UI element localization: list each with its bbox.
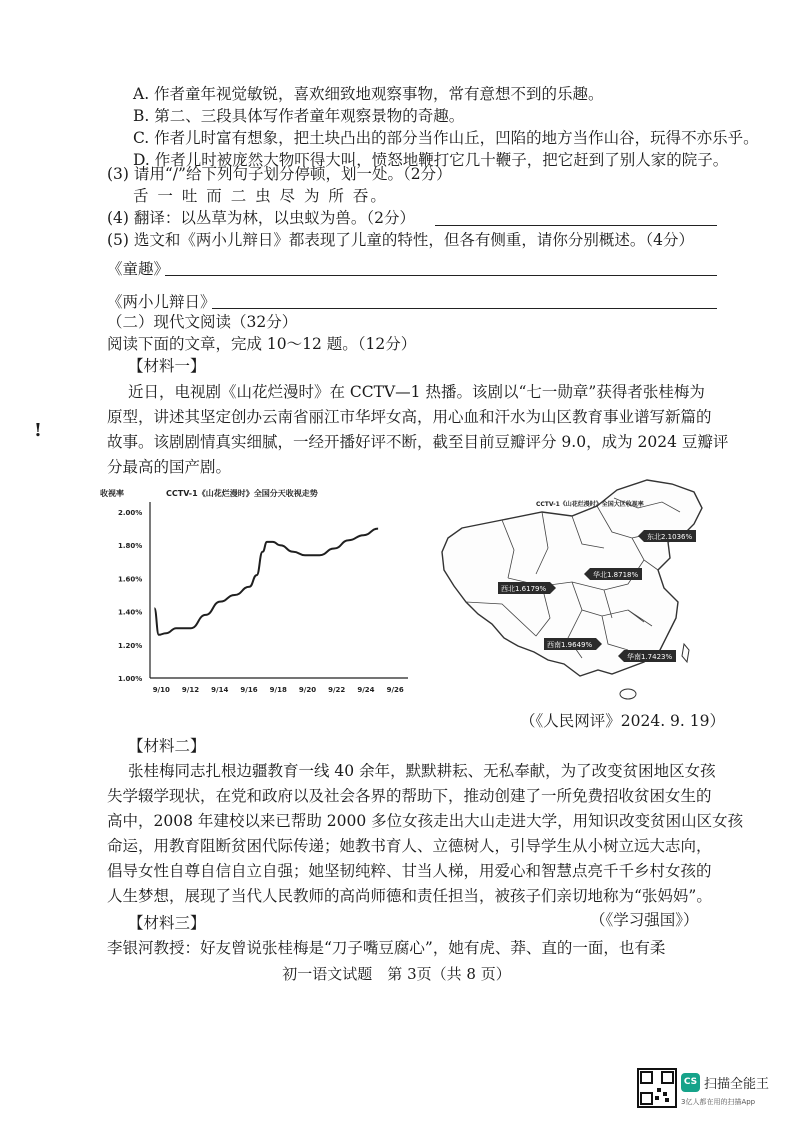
map-title: CCTV-1《山花烂漫时》全国大区收视率	[536, 501, 644, 508]
region-label-text: 西南1.9649%	[547, 641, 593, 649]
question-3: (3) 请用“/”给下列句子划分停顿，划一处。（2分）	[107, 165, 452, 183]
y-tick-label: 1.00%	[118, 675, 143, 683]
y-tick-label: 1.60%	[118, 575, 143, 584]
x-tick-label: 9/24	[357, 686, 375, 694]
question-4: (4) 翻译：以丛草为林，以虫蚁为兽。（2分）	[107, 209, 415, 227]
scanner-logo-icon: CS	[681, 1073, 700, 1092]
question-4-answer-line[interactable]	[435, 225, 717, 226]
x-tick-label: 9/14	[211, 686, 229, 694]
material-2-line: 失学辍学现状，在党和政府以及社会各界的帮助下，推动创建了一所免费招收贫困女生的	[107, 787, 712, 805]
material-1-source: （《人民网评》2024. 9. 19）	[520, 712, 725, 730]
section-instruction: 阅读下面的文章，完成 10～12 题。（12分）	[107, 335, 417, 353]
x-tick-label: 9/22	[328, 686, 346, 694]
y-tick-label: 1.80%	[118, 542, 143, 551]
page-footer: 初一语文试题 第 3页（共 8 页）	[282, 965, 511, 983]
answer-line-tongqu[interactable]	[165, 275, 717, 276]
material-1-line: 故事。该剧剧情真实细腻，一经开播好评不断，截至目前豆瓣评分 9.0，成为 2024 豆瓣评	[107, 433, 729, 451]
question-5: (5) 选文和《两小儿辩日》都表现了儿童的特性，但各有侧重，请你分别概述。（4分）	[107, 231, 694, 249]
x-tick-label: 9/10	[152, 686, 170, 694]
x-tick-label: 9/18	[269, 686, 287, 694]
region-label-text: 华南1.7423%	[627, 653, 673, 661]
ratings-series-line	[154, 529, 378, 635]
y-tick-label: 2.00%	[118, 509, 143, 517]
region-label-text: 东北2.1036%	[647, 533, 693, 541]
material-2-line: 高中，2008 年建校以来已帮助 2000 多位女孩走出大山走进大学，用知识改变贫困山区女孩	[107, 812, 744, 830]
section-heading: （二）现代文阅读（32分）	[107, 313, 298, 331]
x-tick-label: 9/20	[298, 686, 317, 694]
scanner-app-tagline: 3亿人都在用的扫描App	[681, 1098, 756, 1106]
material-1-line: 分最高的国产剧。	[107, 458, 232, 476]
option-b: B. 第二、三段具体写作者童年观察景物的奇趣。	[133, 107, 465, 125]
material-1-line: 近日，电视剧《山花烂漫时》在 CCTV—1 热播。该剧以“七一勋章”获得者张桂梅为	[128, 383, 705, 401]
margin-mark: !	[34, 420, 42, 441]
material-2-line: 人生梦想，展现了当代人民教师的高尚师德和责任担当，被孩子们亲切地称为“张妈妈”。	[107, 887, 712, 905]
material-2-line: 张桂梅同志扎根边疆教育一线 40 余年，默默耕耘、无私奉献，为了改变贫困地区女孩	[128, 762, 716, 780]
hainan-island	[620, 689, 636, 699]
material-2-source: （《学习强国》）	[590, 911, 699, 929]
answer-line-liangxiaoer[interactable]	[212, 308, 717, 309]
x-tick-label: 9/12	[181, 686, 200, 694]
taiwan-island	[682, 644, 689, 662]
qr-code-icon	[637, 1068, 677, 1108]
option-d: D. 作者儿时被庞然大物吓得大叫，愤怒地鞭打它几十鞭子，把它赶到了别人家的院子。	[133, 151, 729, 169]
x-tick-label: 9/26	[386, 686, 404, 694]
scanner-app-name: 扫描全能王	[704, 1077, 770, 1092]
region-label-text: 华北1.8718%	[593, 571, 639, 579]
material-3-title: 【材料三】	[128, 914, 206, 932]
material-2-line: 命运，用教育阻断贫困代际传递；她教书育人、立德树人，引导学生从小树立远大志向，	[107, 837, 712, 855]
option-c: C. 作者儿时富有想象，把土块凸出的部分当作山丘，凹陷的地方当作山谷，玩得不亦乐乎。	[133, 129, 759, 147]
answer-label-liangxiaoer: 《两小儿辩日》	[107, 293, 216, 311]
region-map	[432, 478, 722, 708]
region-label-text: 西北1.6179%	[501, 585, 547, 593]
x-tick-label: 9/16	[240, 686, 258, 694]
chart-title: CCTV-1《山花烂漫时》全国分天收视走势	[166, 489, 318, 498]
line-chart	[100, 478, 420, 703]
material-2-title: 【材料二】	[128, 737, 206, 755]
material-1-title: 【材料一】	[128, 357, 206, 375]
material-1-line: 原型，讲述其坚定创办云南省丽江市华坪女高，用心血和汗水为山区教育事业谱写新篇的	[107, 408, 712, 426]
answer-label-tongqu: 《童趣》	[107, 260, 170, 278]
y-tick-label: 1.20%	[118, 641, 143, 650]
question-3-sentence: 舌 一 吐 而 二 虫 尽 为 所 吞。	[133, 187, 388, 205]
material-3-line: 李银河教授：好友曾说张桂梅是“刀子嘴豆腐心”，她有虎、莽、直的一面，也有柔	[107, 939, 666, 957]
y-tick-label: 1.40%	[118, 608, 143, 617]
y-axis-label: 收视率	[100, 489, 124, 498]
material-2-line: 倡导女性自尊自信自立自强；她坚韧纯粹、甘当人梯，用爱心和智慧点亮千千乡村女孩的	[107, 862, 712, 880]
option-a: A. 作者童年视觉敏锐，喜欢细致地观察事物，常有意想不到的乐趣。	[133, 85, 604, 103]
